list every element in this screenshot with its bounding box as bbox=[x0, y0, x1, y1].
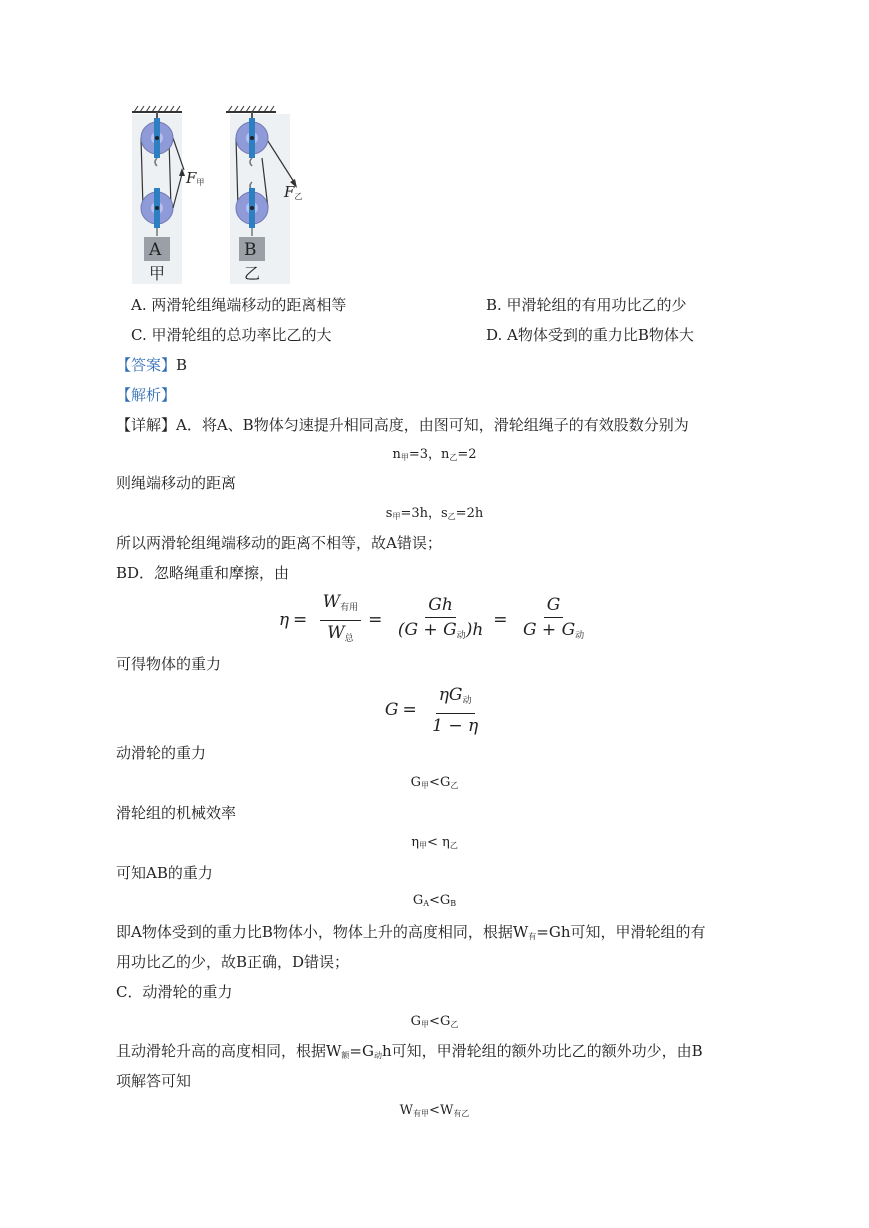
caption-yi: 乙 bbox=[244, 264, 261, 283]
formula-weight: G = $\frac{\text{ηG动}}{1 - \eta}$ bbox=[384, 685, 479, 736]
block-label-a: A bbox=[149, 240, 162, 260]
equation-eta: $\eta_甲< \eta_乙$ bbox=[411, 835, 458, 850]
ceiling-left bbox=[132, 106, 182, 112]
option-a: A. 两滑轮组绳端移动的距离相等 bbox=[131, 296, 347, 314]
detail-tag: 【详解】 bbox=[116, 416, 177, 434]
detail-p3: 所以两滑轮组绳端移动的距离不相等，故A错误； bbox=[116, 534, 442, 552]
answer-line bbox=[116, 355, 187, 375]
caption-jia: 甲 bbox=[149, 264, 166, 283]
force-label-yi: $F_乙$ bbox=[284, 183, 303, 201]
detail-p4: BD．忽略绳重和摩擦，由 bbox=[116, 564, 290, 582]
equation-w: $W_{有甲}<W_{有乙}$ bbox=[399, 1103, 470, 1118]
formula-efficiency: η = $\frac{\text{W有用}}{\text{W总}}$ = $\frac{Gh}{\text{(G + G动)h}}$ = $\frac{G}{\text{G + G动}}$ bbox=[278, 592, 585, 644]
detail-p2: 则绳端移动的距离 bbox=[116, 474, 237, 492]
equation-g1: $G_甲<G_乙$ bbox=[410, 775, 459, 790]
ceiling-right bbox=[226, 106, 276, 112]
detail-p7: 滑轮组的机械效率 bbox=[116, 804, 237, 822]
detail-p6: 动滑轮的重力 bbox=[116, 744, 207, 762]
detail-p11: C．动滑轮的重力 bbox=[116, 983, 233, 1001]
equation-gab: $G_A<G_B$ bbox=[412, 893, 457, 908]
analysis-tag: 【解析】 bbox=[116, 386, 177, 404]
detail-p1: 【详解】A．将A、B物体匀速提升相同高度，由图可知，滑轮组绳子的有效股数分别为 bbox=[116, 416, 689, 434]
force-label-jia: $F_甲$ bbox=[186, 169, 205, 187]
option-c: C. 甲滑轮组的总功率比乙的大 bbox=[131, 326, 332, 344]
detail-p9: 即A物体受到的重力比B物体小，物体上升的高度相同，根据$W_有=Gh$可知，甲滑轮组的有 bbox=[116, 923, 706, 941]
detail-p12: 且动滑轮升高的高度相同，根据$W_额=G_动h$可知，甲滑轮组的额外功比乙的额外功少，由B bbox=[116, 1042, 703, 1060]
equation-s: $s_甲=3h$，$s_乙=2h$ bbox=[385, 506, 484, 521]
option-b: B. 甲滑轮组的有用功比乙的少 bbox=[486, 296, 687, 314]
block-label-b: B bbox=[244, 240, 257, 260]
equation-g2: $G_甲<G_乙$ bbox=[410, 1014, 459, 1029]
option-d: D. A物体受到的重力比B物体大 bbox=[486, 326, 694, 344]
detail-p13: 项解答可知 bbox=[116, 1072, 192, 1090]
equation-n: $n_甲=3$，$n_乙=2$ bbox=[392, 447, 477, 462]
answer-value: B bbox=[176, 356, 188, 374]
detail-p5: 可得物体的重力 bbox=[116, 655, 222, 673]
answer-tag: 【答案】 bbox=[116, 356, 177, 374]
detail-p8: 可知AB的重力 bbox=[116, 864, 213, 882]
detail-p10: 用功比乙的少，故B正确，D错误； bbox=[116, 953, 350, 971]
